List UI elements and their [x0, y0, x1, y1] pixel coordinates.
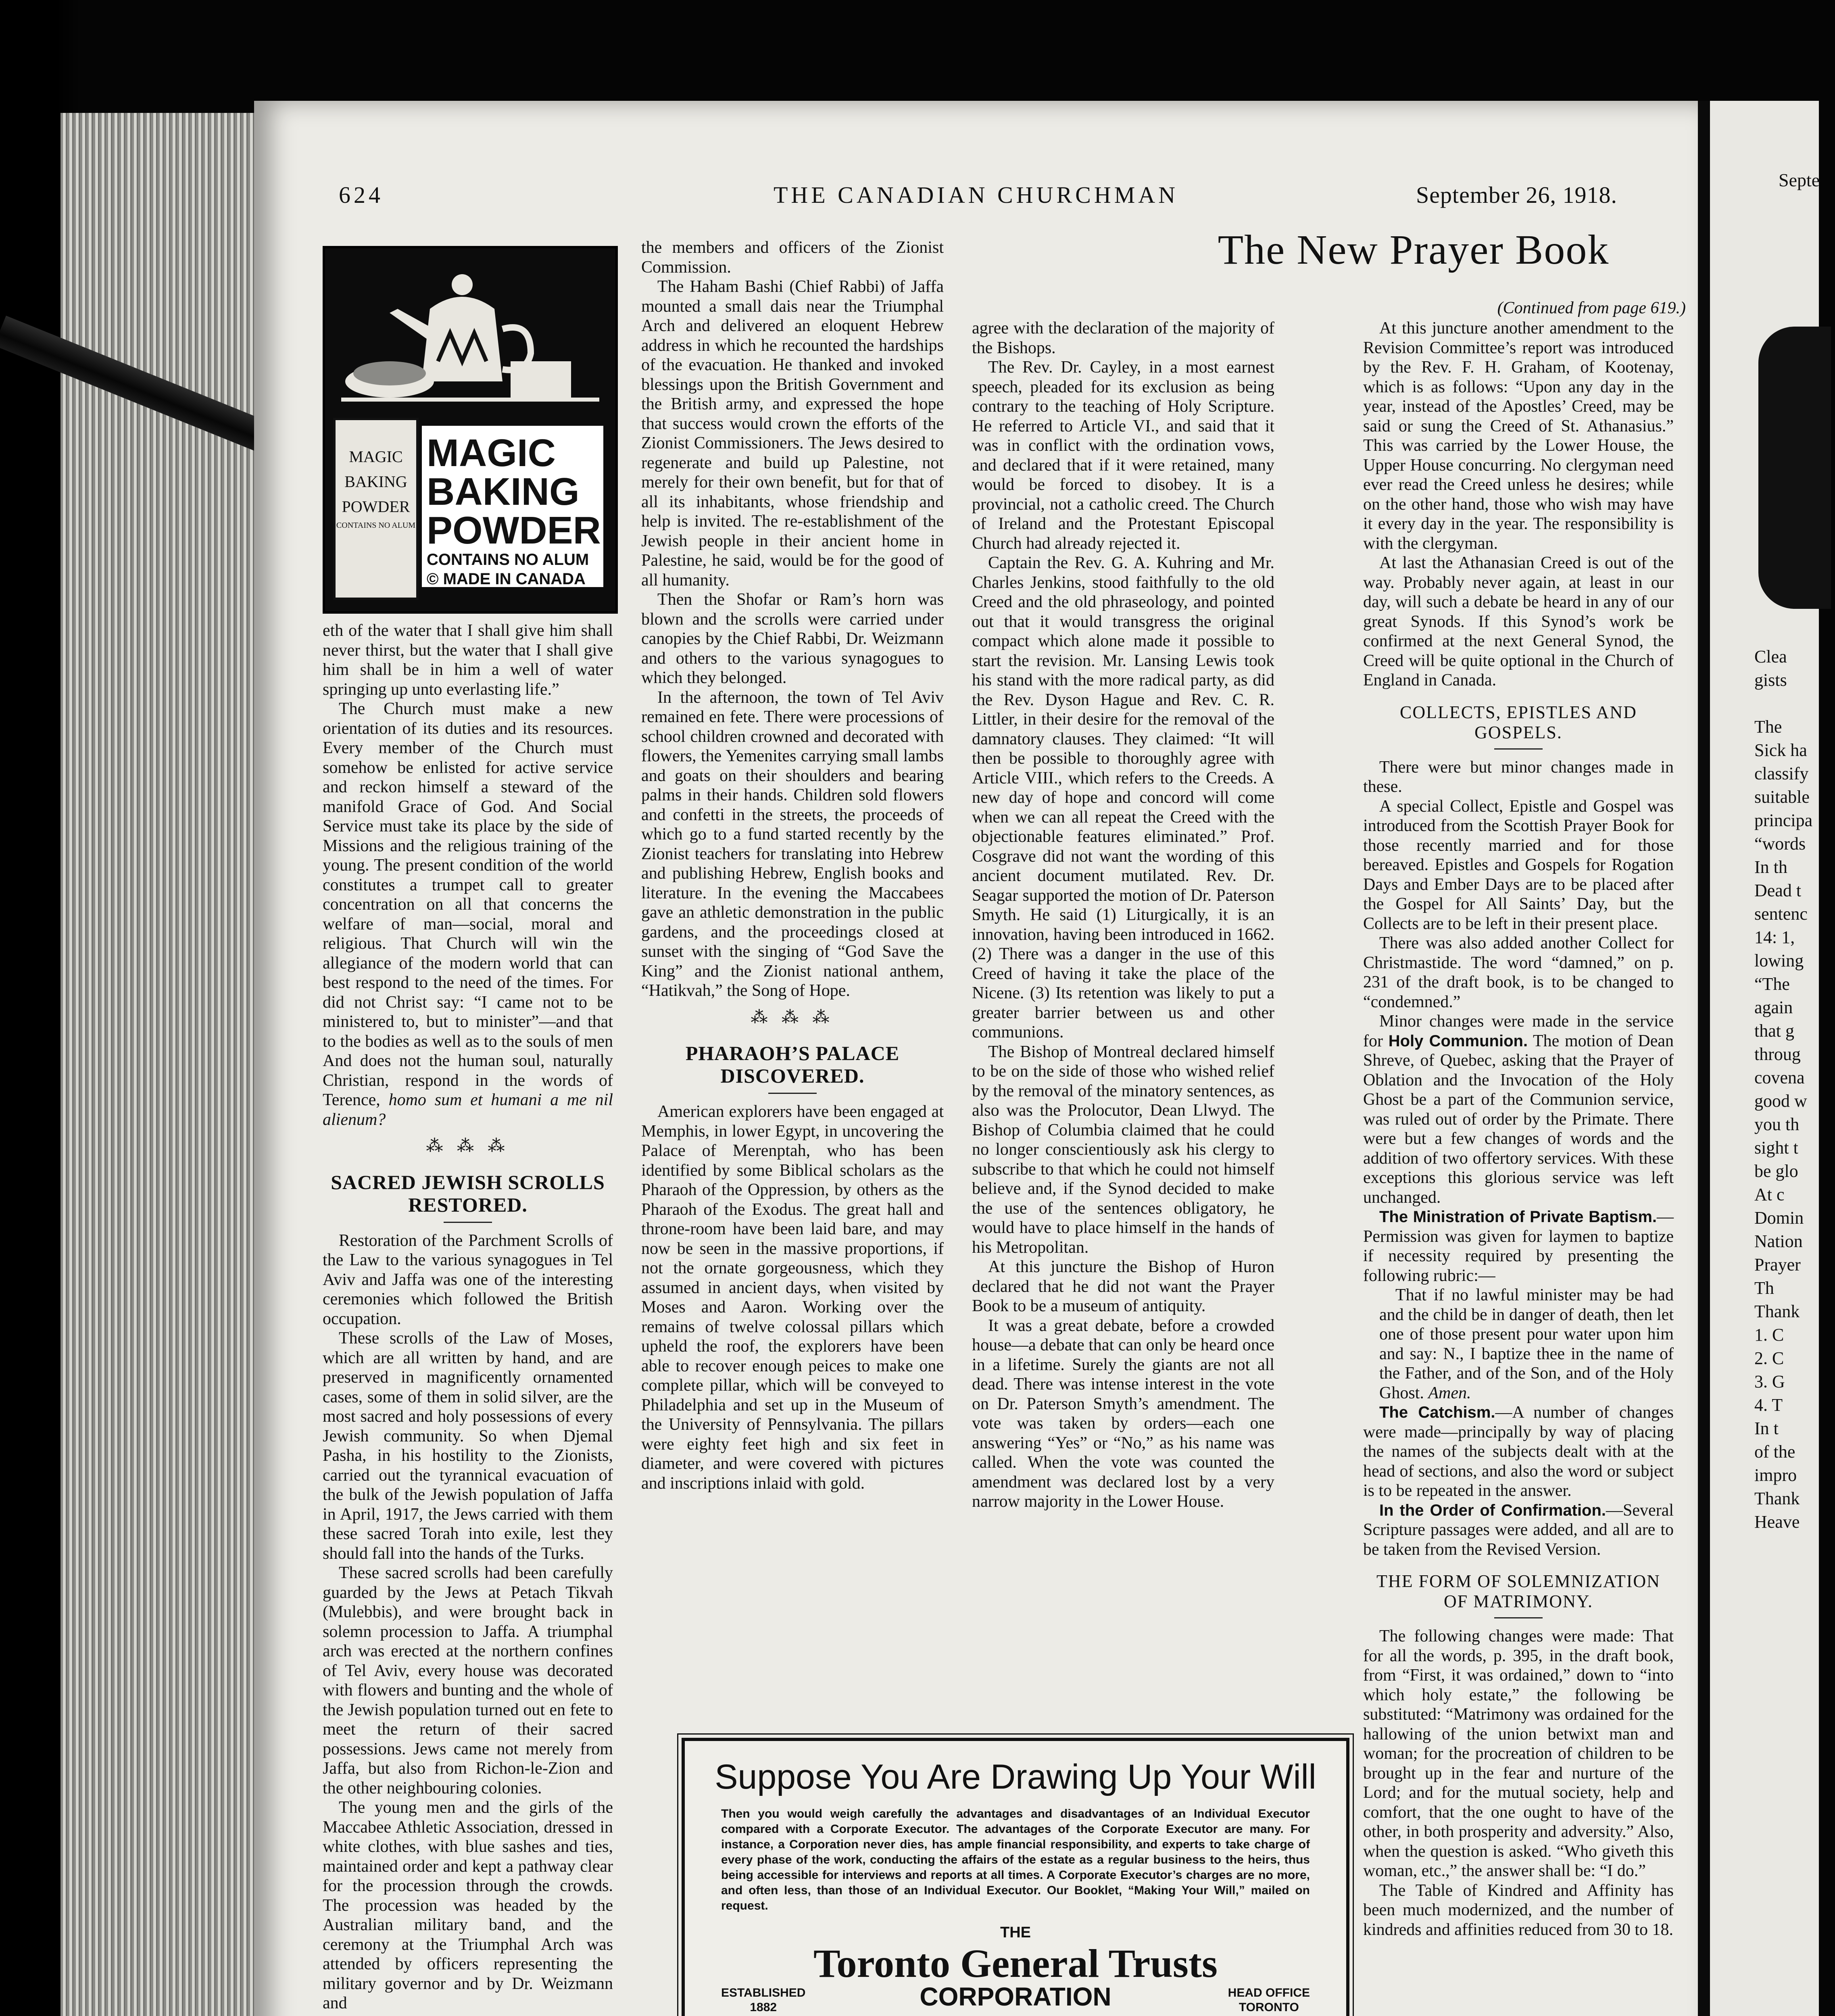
facing-page-line: Heave	[1754, 1512, 1800, 1532]
facing-page-line: In t	[1754, 1418, 1779, 1438]
facing-page-line: covena	[1754, 1068, 1805, 1087]
heading-rule	[1494, 1617, 1543, 1618]
paragraph-text: The Church must make a new orientation of its duties and its resources. Every member of the Church must somehow be enlisted for active service and reckon himself a steward of the manifold Grace of God. And Social Service must take its place by the side of Missions and the religious training of the young. The present condition of the world constitutes a trumpet call to greater concentration on all that concerns the welfare of man—social, moral and religious. That Church will win the allegiance of the modern world that can best respond to the need of the times. For did not Christ say: “I came not to be ministered to, but to minister”—and that to the bodies as well as to the souls of men And does not the human soul, naturally Christian, respond in the words of Terence,	[323, 700, 613, 1109]
paragraph: It was a great debate, before a crowded house—a debate that can only be heard once in a lifetime. Surely the giants are not all dead. There was intense interest in the vote on Dr. Paterson Smyth’s amendment. The vote was taken by orders—each one answering “Yes” or “No,” as his name was called. When the vote was counted the amendment was declared lost by a very narrow majority in the Lower House.	[972, 1316, 1274, 1511]
paragraph: American explorers have been engaged at Memphis, in lower Egypt, in uncovering the Palace of Merenptah, who has been identified by some Biblical scholars as the Pharaoh of the Oppression, by others as the Pharaoh of the Exodus. The great hall and throne-room have been laid bare, and may now be seen in the massive proportions, if not the ornate gorgeousness, which they assumed in ancient days, when visited by Moses and Aaron. Working over the remains of twelve colossal pillars which upheld the roof, the explorers have been able to recover enough peices to make one complete pillar, which will be conveyed to Philadelphia and set up in the Museum of the University of Pennsylvania. The pillars were eighty feet high and six feet in diameter, and were covered with pictures and inscriptions inlaid with gold.	[641, 1102, 944, 1493]
facing-page-line: Th	[1754, 1278, 1774, 1298]
paragraph: agree with the declaration of the majority of the Bishops.	[972, 319, 1274, 357]
paragraph: eth of the water that I shall give him shall never thirst, but the water that I shall give him shall be in him a well of water springing up unto everlasting life.”	[323, 621, 613, 699]
paragraph: the members and officers of the Zionist Commission.	[641, 238, 944, 277]
corporation-label: CORPORATION	[920, 1982, 1111, 2011]
paragraph: Then the Shofar or Ram’s horn was blown and the scrolls were carried under canopies by the Chief Rabbi, Dr. Weizmann and others to the various synagogues to which they belonged.	[641, 590, 944, 687]
bold-run: The Catchism.	[1379, 1404, 1495, 1421]
section-heading: COLLECTS, EPISTLES AND GOSPELS.	[1400, 702, 1637, 742]
facing-page-line: sight t	[1754, 1138, 1798, 1158]
section-heading: THE FORM OF SOLEMNIZATION OF MATRIMONY.	[1376, 1571, 1660, 1611]
facing-page-line: throug	[1754, 1044, 1801, 1064]
publication-title: THE CANADIAN CHURCHMAN	[773, 182, 1179, 208]
paragraph-text: —A number of changes were made—principally by way of placing the names of the subjects dealt with at the head of sections, and also the word or subject is to be repeated in the answer.	[1363, 1403, 1674, 1500]
column-3	[972, 319, 1274, 1512]
facing-page-line: Domin	[1754, 1208, 1804, 1228]
paragraph-text: —Several Scripture passages were added, and all are to be taken from the Revised Version.	[1363, 1501, 1674, 1559]
paragraph-text: —Permission was given for laymen to baptize if necessity required by presenting the following rubric:—	[1363, 1208, 1674, 1285]
facing-page-header: Septe	[1779, 170, 1820, 190]
ad-the: THE	[1000, 1924, 1031, 1941]
facing-page-line: you th	[1754, 1114, 1800, 1134]
section-divider: ⁂ ⁂ ⁂	[751, 1008, 834, 1027]
paragraph: The Haham Bashi (Chief Rabbi) of Jaffa mounted a small dais near the Triumphal Arch and delivered an eloquent Hebrew address in which he recounted the hardships of the evacuation. He thanked and invoked blessings upon the British Government and the British army, and expressed the hope that success would crown the efforts of the Zionist Commissioners. The Jews desired to regenerate and build up Palestine, not merely for their own benefit, but for that of all its inhabitants, whose friendship and help is invited. The re-establishment of the Jewish people in their ancient home in Palestine, he said, would be for the good of all humanity.	[641, 277, 944, 589]
paragraph: Captain the Rev. G. A. Kuhring and Mr. Charles Jenkins, stood faithfully to the old Creed and the old phraseology, and pointed out that it would transgress the original compact which alone made it possible to start the revision. Mr. Lansing Lewis took his stand with the more radical party, as did the Rev. Dyson Hague and Rev. C. R. Littler, in their desire for the removal of the damnatory clauses. They claimed: “It will then be possible to thoroughly agree with Article VIII., which refers to the Creeds. A new day of hope and concord will come when we can all repeat the Creed with the objectionable features eliminated.” Prof. Cosgrave did not want the wording of this ancient document mutilated. Rev. Dr. Seagar supported the motion of Dr. Paterson Smyth. He said (1) Liturgically, it is an innovation, having been introduced in 1662. (2) There was a danger in the use of this Creed of having it take the place of the Nicene. (3) Its retention was likely to put a greater barrier between us and other communions.	[972, 554, 1274, 1041]
page-number: 624	[339, 182, 384, 208]
corporation-row	[685, 1982, 1346, 2016]
established-year: 1882	[750, 2001, 777, 2014]
amen: Amen.	[1428, 1383, 1471, 1402]
facing-page-line: Clea	[1754, 647, 1787, 666]
continuation-note: (Continued from page 619.)	[1497, 299, 1686, 317]
facing-page-line: 14: 1,	[1754, 927, 1795, 947]
facing-page-line: again	[1754, 998, 1793, 1017]
paragraph: The young men and the girls of the Maccabee Athletic Association, dressed in white clothes, with blue sashes and ties, maintained order and kept a pathway clear for the procession through the crowds. The procession was headed by the Australian military band, and the ceremony at the Triumphal Arch was attended by officers representing the military governor and by Dr. Weizmann and	[323, 1798, 613, 2012]
paragraph: The Rev. Dr. Cayley, in a most earnest speech, pleaded for its exclusion as being contrary to the teaching of Holy Scripture. He referred to Article VI., and said that it was in conflict with the ordination vows, and declared that if it were retained, many would be forced to disobey. It is a provincial, not a catholic creed. The Church of Ireland and the Protestant Episcopal Church had already rejected it.	[972, 358, 1274, 553]
facing-page-fragment	[1698, 101, 1819, 2016]
facing-page-logo	[1758, 327, 1831, 609]
baking-powder-tin	[333, 418, 419, 600]
facing-page-line: classify	[1754, 764, 1809, 783]
paragraph: The Bishop of Montreal declared himself to be on the side of those who wished relief by the removal of the minatory sentences, as also was the Prolocutor, Dean Llwyd. The Bishop of Columbia claimed that he could no longer conscientiously ask his clergy to subscribe to that which he could not himself believe and, if the Synod decided to make the use of the sentences obligatory, he would have to place himself in the hands of his Metropolitan.	[972, 1042, 1274, 1257]
paragraph: There was also added another Collect for Christmastide. The word “damned,” on p. 231 of the draft book, is to be changed to “condemned.”	[1363, 934, 1674, 1011]
paragraph: The following changes were made: That for all the words, p. 395, in the draft book, from “First, it was ordained,” down to “into which holy estate,” the following be substituted: “Matrimony was ordained for the hallowing of the union betwixt man and woman; for the procreation of children to be brought up in the fear and nurture of the Lord; and for the mutual society, help and comfort, that the one ought to have of the other, in both prosperity and adversity.” Also, when the question is asked. “Who giveth this woman, etc.,” the answer shall be: “I do.”	[1363, 1627, 1674, 1880]
paragraph-text: Minor changes were made in the service for	[1363, 1012, 1674, 1050]
bold-run: In the Order of Confirmation.	[1379, 1501, 1606, 1519]
rubric-quote	[1363, 1285, 1674, 1403]
ad-brand-line: POWDER	[427, 509, 601, 552]
magic-baking-powder-ad	[323, 246, 618, 614]
paragraph: In the afternoon, the town of Tel Aviv remained en fete. There were processions of school children crowned and decorated with flowers, the Yemenites carrying small lambs and goats on their shoulders and bearing palms in their hands. Children sold flowers and confetti in the streets, the proceeds of which go to a fund started recently by the Zionist teachers for translating into Hebrew and publishing Hebrew, English books and literature. In the evening the Maccabees gave an athletic demonstration in the public gardens, and the proceedings closed at sunset with the singing of “God Save the King” and the Zionist national anthem, “Hatikvah,” the Song of Hope.	[641, 688, 944, 1000]
facing-page-line: 2. C	[1754, 1348, 1784, 1368]
ad-brand-line: BAKING	[427, 470, 580, 513]
facing-page-line: of the	[1754, 1442, 1795, 1462]
paragraph: The Table of Kindred and Affinity has been much modernized, and the number of kindreds and affinities reduced from 30 to 18.	[1363, 1881, 1674, 1939]
facing-page-line: “The	[1754, 974, 1790, 994]
paragraph: These sacred scrolls had been carefully guarded by the Jews at Petach Tikvah (Mulebbis), and were brought back in solemn procession to Jaffa. A triumphal arch was erected at the northern confines of Tel Aviv, every house was decorated with flowers and bunting and the whole of the Jewish population turned out en fete to meet the return of their sacred possessions. Jews came not merely from Jaffa, but also from Richon-le-Zion and the other neighbouring colonies.	[323, 1564, 613, 1797]
teapot-illustration	[341, 260, 599, 414]
paragraph: A special Collect, Epistle and Gospel was introduced from the Scottish Prayer Book for those recently married and for those bereaved. Epistles and Gospels for Rogation Days and Ember Days are to be placed after the Gospel for All Saints’ Day, but the Collects are to be left in their present place.	[1363, 797, 1674, 933]
tin-label: BAKING	[344, 473, 407, 491]
paragraph: At this juncture another amendment to the Revision Committee’s report was introduced by the Rev. F. H. Graham, of Kootenay, which is as follows: “Upon any day in the year, instead of the Apostles’ Creed, may be said or sung the Creed of St. Athanasius.” This was carried by the Lower House, the Upper House concurring. No clergyman need ever read the Creed unless he desires; while on the other hand, those who wish may have it every day in the year. The responsibility is with the clergyman.	[1363, 319, 1674, 553]
paragraph	[1363, 1403, 1674, 1501]
paragraph	[323, 699, 613, 1129]
facing-page-line: gists	[1754, 670, 1787, 690]
facing-page-line: good w	[1754, 1091, 1807, 1111]
ad-body: Then you would weigh carefully the advantages and disadvantages of an Individual Executor compared with a Corporate Executor. The advantages of the Corporate Executor are many. For instance, a Corporation never dies, has ample financial responsibility, and experts to take charge of every phase of the work, conducting the affairs of the estate as a regular business to the heirs, thus being accessible for interviews and reports at all times. A Corporate Executor’s charges are no more, and often less, than those of an Individual Executor. Our Booklet, “Making Your Will,” mailed on request.	[721, 1807, 1310, 1912]
column-4	[1363, 319, 1674, 1939]
column-1	[323, 621, 613, 2013]
toronto-general-trusts-ad	[682, 1738, 1349, 2016]
facing-page-line: In th	[1754, 857, 1787, 877]
head-office-city: TORONTO	[1239, 2001, 1299, 2014]
section-divider: ⁂ ⁂ ⁂	[426, 1137, 510, 1156]
bold-run: Holy Communion.	[1388, 1032, 1528, 1050]
heading-rule	[768, 1093, 817, 1094]
facing-page-line: Prayer	[1754, 1255, 1801, 1275]
paragraph: At last the Athanasian Creed is out of the way. Probably never again, at least in our day, will such a debate be heard in any of our great Synods. If this Synod’s work be confirmed at the next General Synod, the Creed will be quite optional in the Church of England in Canada.	[1363, 554, 1674, 689]
bold-run: The Ministration of Private Baptism.	[1379, 1208, 1657, 1226]
facing-page-line: 3. G	[1754, 1372, 1785, 1391]
paragraph-text: That if no lawful minister may be had and the child be in danger of death, then let one of those present pour water upon him and say: N., I baptize thee in the name of the Father, and of the Son, and of the Holy Ghost.	[1379, 1286, 1674, 1402]
facing-page-line: lowing	[1754, 951, 1804, 971]
paragraph: These scrolls of the Law of Moses, which are all written by hand, and are preserved in magnificently ornamented cases, some of them in solid silver, are the most sacred and holy possessions of every Jewish community. So when Djemal Pasha, in his hostility to the Zionists, carried out the tyrannical evacuation of the bulk of the Jewish population of Jaffa in April, 1917, the Jews carried with them these sacred Torah into exile, lest they should fall into the hands of the Turks.	[323, 1329, 613, 1563]
paragraph: At this juncture the Bishop of Huron declared that he did not want the Prayer Book to be a museum of antiquity.	[972, 1258, 1274, 1315]
heading-rule	[1494, 748, 1543, 750]
head-office-label: HEAD OFFICE	[1228, 1986, 1310, 1999]
paragraph	[1363, 1501, 1674, 1560]
article-title: The New Prayer Book	[1218, 227, 1610, 273]
article-heading: PHARAOH’S PALACE DISCOVERED.	[685, 1042, 900, 1087]
column-2	[641, 238, 944, 1493]
facing-page-line: sentenc	[1754, 904, 1808, 924]
facing-page-line	[1754, 692, 1835, 715]
facing-page-line: Nation	[1754, 1231, 1803, 1251]
facing-page-line: impro	[1754, 1465, 1797, 1485]
facing-page-line: suitable	[1754, 787, 1810, 807]
paragraph: There were but minor changes made in these.	[1363, 758, 1674, 796]
facing-page-line: be glo	[1754, 1161, 1798, 1181]
facing-page-line: 1. C	[1754, 1325, 1784, 1345]
facing-page-line: Thank	[1754, 1489, 1800, 1508]
latin-quote: homo sum et humani a me nil alienum?	[323, 1091, 613, 1129]
newspaper-page	[254, 101, 1698, 2016]
facing-page-line: Thank	[1754, 1302, 1800, 1321]
facing-page-line: principa	[1754, 810, 1813, 830]
facing-page-text	[1754, 645, 1835, 1534]
page-header	[254, 181, 1698, 214]
facing-page-line: At c	[1754, 1185, 1785, 1204]
company-name: Toronto General Trusts	[813, 1941, 1218, 1986]
facing-page-line: “words	[1754, 834, 1806, 854]
tin-label: MAGIC	[349, 448, 403, 466]
facing-page-line: Sick ha	[1754, 740, 1807, 760]
issue-date: September 26, 1918.	[1416, 182, 1617, 208]
article-heading: SACRED JEWISH SCROLLS RESTORED.	[331, 1170, 605, 1216]
paragraph: Restoration of the Parchment Scrolls of the Law to the various synagogues in Tel Aviv and Jaffa was one of the interesting ceremonies which followed the British occupation.	[323, 1231, 613, 1328]
paragraph-text: The motion of Dean Shreve, of Quebec, asking that the Prayer of Oblation and the Invocation of the Holy Ghost be a part of the Communion service, was ruled out of order by the Primate. There were but a few changes of words and the addition of two offertory services. With these exceptions this glorious service was left unchanged.	[1363, 1031, 1674, 1207]
facing-page-line: that g	[1754, 1021, 1794, 1041]
facing-page-line: 4. T	[1754, 1395, 1783, 1415]
facing-page-line: Dead t	[1754, 881, 1802, 900]
established-label: ESTABLISHED	[721, 1986, 806, 1999]
head-office-block	[1228, 1986, 1310, 2015]
ad-headline: Suppose You Are Drawing Up Your Will	[715, 1758, 1316, 1796]
ad-origin: © MADE IN CANADA	[427, 570, 586, 588]
paragraph	[1363, 1012, 1674, 1207]
ad-brand-line: MAGIC	[427, 431, 556, 475]
ad-claim: CONTAINS NO ALUM	[427, 551, 589, 569]
facing-page-line: The	[1754, 717, 1782, 737]
ad-text-panel	[422, 426, 603, 587]
paragraph	[1363, 1207, 1674, 1285]
heading-rule	[444, 1222, 492, 1223]
tin-label: CONTAINS NO ALUM	[336, 521, 416, 530]
tin-label: POWDER	[342, 498, 410, 516]
